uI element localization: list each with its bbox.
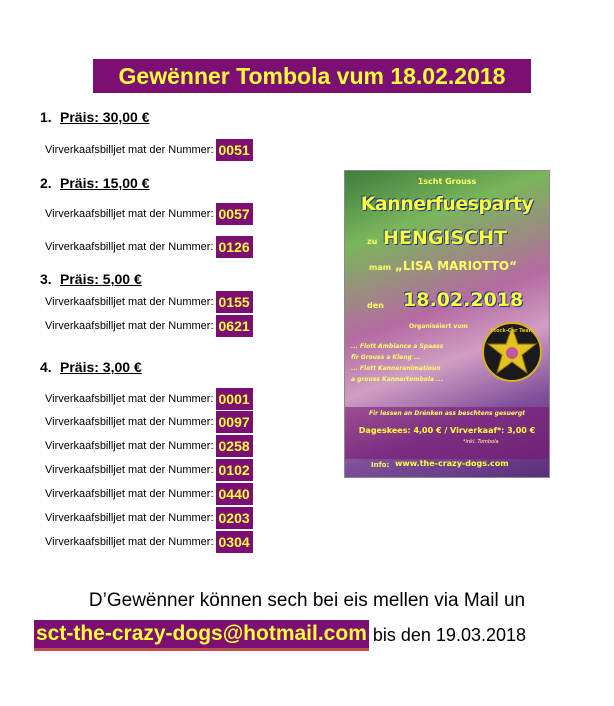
- footer-line-2: [34, 619, 526, 651]
- ticket-label: Virverkaafsbilljet mat der Nummer:: [45, 416, 214, 428]
- ticket-label: Virverkaafsbilljet mat der Nummer:: [45, 296, 214, 308]
- poster-info: Info:: [371, 461, 390, 469]
- poster-date: 18.02.2018: [403, 289, 524, 311]
- prize-number: 1.: [40, 109, 52, 125]
- ticket-label: Virverkaafsbilljet mat der Nummer:: [45, 488, 214, 500]
- star-badge-icon: [481, 321, 543, 383]
- prize-label: Präis: 30,00 €: [60, 109, 150, 125]
- ticket-number: 0126: [216, 236, 253, 258]
- ticket-number: 0097: [216, 411, 253, 433]
- poster-line: ... Flott Kanneranimatioun: [351, 365, 441, 372]
- ticket-row: [45, 531, 253, 553]
- ticket-label: Virverkaafsbilljet mat der Nummer:: [45, 144, 214, 156]
- prize-heading-1: [40, 109, 150, 125]
- footer-line-1: D’Gewënner können sech bei eis mellen via Mail un: [88, 590, 526, 611]
- poster-place: HENGISCHT: [383, 227, 507, 249]
- ticket-label: Virverkaafsbilljet mat der Nummer:: [45, 512, 214, 524]
- deadline-text: bis den 19.03.2018: [372, 624, 527, 645]
- contact-email-link[interactable]: sct-the-crazy-dogs@hotmail.com: [34, 620, 369, 651]
- ticket-row: [45, 435, 253, 457]
- ticket-number: 0057: [216, 203, 253, 225]
- ticket-row: [45, 459, 253, 481]
- poster-incl: *inkl. Tombola: [463, 439, 499, 445]
- poster-mam: mam: [369, 263, 392, 272]
- ticket-label: Virverkaafsbilljet mat der Nummer:: [45, 241, 214, 253]
- prize-number: 3.: [40, 271, 52, 287]
- party-poster: [344, 170, 550, 478]
- prize-number: 2.: [40, 175, 52, 191]
- ticket-row: [45, 139, 253, 161]
- poster-line: ... Flott Ambiance a Spaass: [351, 343, 444, 350]
- ticket-row: [45, 411, 253, 433]
- ticket-number: 0304: [216, 531, 253, 553]
- ticket-label: Virverkaafsbilljet mat der Nummer:: [45, 320, 214, 332]
- ticket-number: 0440: [216, 483, 253, 505]
- poster-drinks: Fir lessen an Drénken ass beschtens gesuergt: [368, 410, 526, 417]
- ticket-label: Virverkaafsbilljet mat der Nummer:: [45, 464, 214, 476]
- ticket-row: [45, 315, 253, 337]
- ticket-number: 0051: [216, 139, 253, 161]
- prize-heading-2: [40, 175, 150, 191]
- ticket-row: [45, 236, 253, 258]
- ticket-label: Virverkaafsbilljet mat der Nummer:: [45, 536, 214, 548]
- ticket-number: 0203: [216, 507, 253, 529]
- poster-org: Organiséiert vum: [409, 323, 468, 330]
- poster-zu: zu: [367, 237, 378, 246]
- ticket-number: 0155: [216, 291, 253, 313]
- badge-text: Stock-Car Team: [490, 328, 534, 334]
- poster-prices: Dageskees: 4,00 € / Virverkaaf*: 3,00 €: [358, 426, 536, 435]
- prize-label: Präis: 3,00 €: [60, 359, 142, 375]
- poster-den: den: [367, 301, 384, 310]
- poster-line: fir Grouss a Kleng ...: [351, 354, 421, 361]
- ticket-label: Virverkaafsbilljet mat der Nummer:: [45, 208, 214, 220]
- ticket-row: [45, 507, 253, 529]
- poster-top: 1scht Grouss: [417, 177, 477, 186]
- ticket-row: [45, 483, 253, 505]
- ticket-row: [45, 291, 253, 313]
- prize-heading-4: [40, 359, 142, 375]
- prize-heading-3: [40, 271, 142, 287]
- prize-number: 4.: [40, 359, 52, 375]
- ticket-label: Virverkaafsbilljet mat der Nummer:: [45, 393, 214, 405]
- page-title: Gewënner Tombola vum 18.02.2018: [93, 59, 531, 93]
- ticket-number: 0001: [216, 388, 253, 410]
- poster-guest: „LISA MARIOTTO“: [395, 259, 517, 273]
- ticket-row: [45, 203, 253, 225]
- ticket-number: 0258: [216, 435, 253, 457]
- ticket-label: Virverkaafsbilljet mat der Nummer:: [45, 440, 214, 452]
- poster-line: a grouss Kannertombola ...: [351, 376, 443, 383]
- ticket-number: 0102: [216, 459, 253, 481]
- poster-url: www.the-crazy-dogs.com: [395, 459, 509, 468]
- poster-lines: [351, 341, 443, 385]
- prize-label: Präis: 5,00 €: [60, 271, 142, 287]
- prize-label: Präis: 15,00 €: [60, 175, 150, 191]
- poster-headline: Kannerfuesparty: [360, 193, 534, 215]
- ticket-number: 0621: [216, 315, 253, 337]
- ticket-row: [45, 388, 253, 410]
